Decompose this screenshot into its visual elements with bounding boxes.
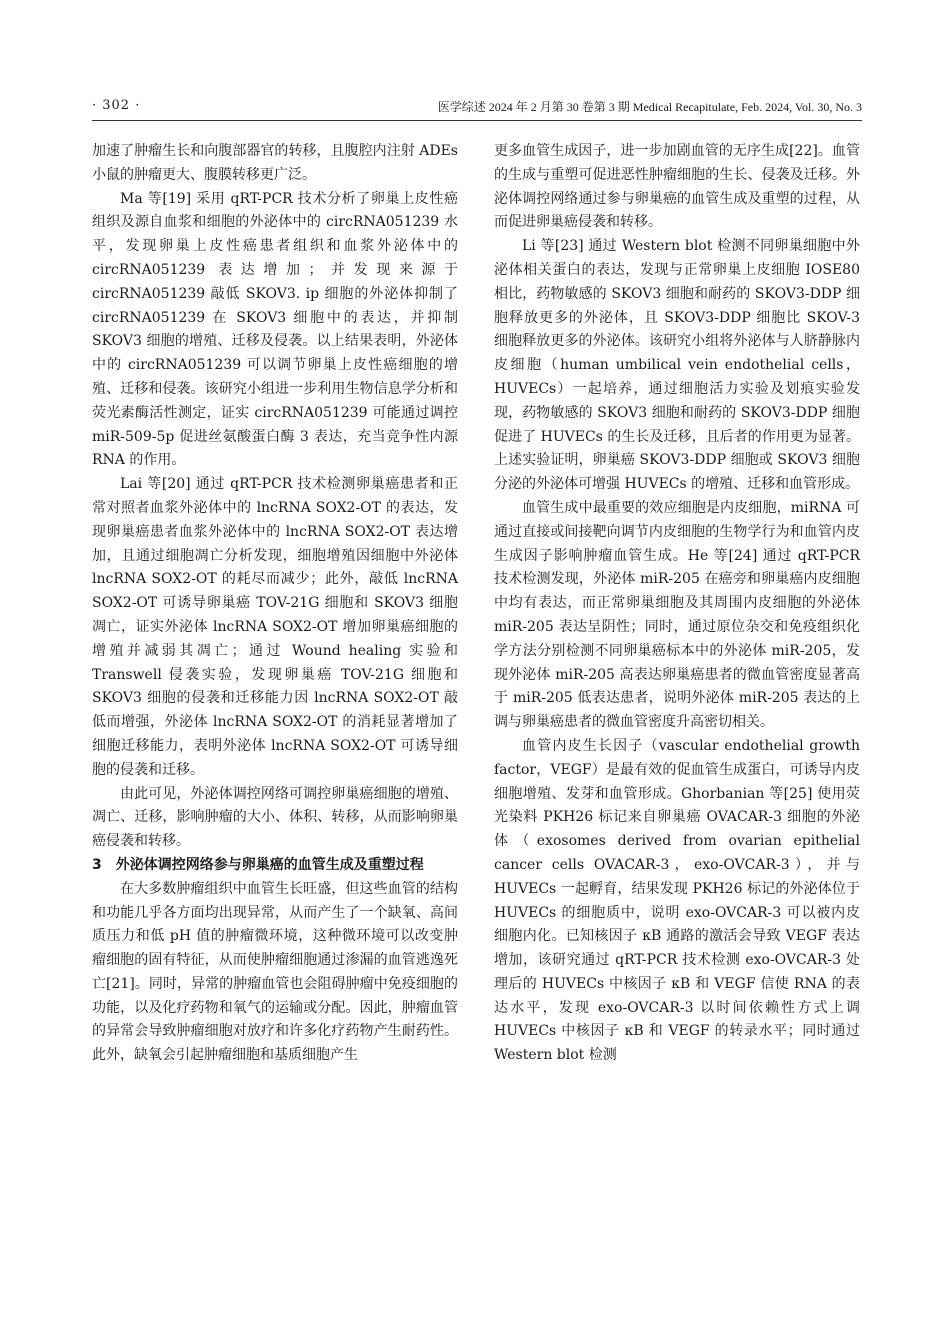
page-number: · 302 ·: [92, 98, 141, 113]
journal-citation: 医学综述 2024 年 2 月第 30 卷第 3 期 Medical Recapitulate, Feb. 2024, Vol. 30, No. 3: [437, 100, 862, 114]
paragraph: 在大多数肿瘤组织中血管生长旺盛，但这些血管的结构和功能几乎各方面均出现异常，从而产生了一个缺氧、高间质压力和低 pH 值的肿瘤微环境，这种微环境可以改变肿瘤细胞的固有特征，从而使肿瘤细胞通过渗漏的血管逃逸死亡[21]。同时，异常的肿瘤血管也会阻碍肿瘤中免疫细胞的功能，以及化疗药物和氧气的运输或分配。因此，肿瘤血管的异常会导致肿瘤细胞对放疗和许多化疗药物产生耐药性。此外，缺氧会引起肿瘤细胞和基质细胞产生: [92, 880, 458, 1064]
running-header: [92, 98, 862, 121]
paragraph: 由此可见，外泌体调控网络可调控卵巢癌细胞的增殖、凋亡、迁移，影响肿瘤的大小、体积、转移，从而影响卵巢癌侵袭和转移。: [92, 785, 458, 850]
paragraph: 血管内皮生长因子（vascular endothelial growth factor，VEGF）是最有效的促血管生成蛋白，可诱导内皮细胞增殖、发芽和血管形成。Ghorbanian 等[25] 使用荧光染料 PKH26 标记来自卵巢癌 OVACAR-3 细胞的外泌体（exosomes derived from ovarian epithelial cancer cells OVACAR-3，exo-OVCAR-3），并与 HUVECs 一起孵育，结果发现 PKH26 标记的外泌体位于 HUVECs 的细胞质中，说明 exo-OVCAR-3 可以被内皮细胞内化。已知核因子 κB 通路的激活会导致 VEGF 表达增加，该研究通过 qRT-PCR 技术检测 exo-OVCAR-3 处理后的 HUVECs 中核因子 κB 和 VEGF 信使 RNA 的表达水平，发现 exo-OVCAR-3 以时间依赖性方式上调 HUVECs 中核因子 κB 和 VEGF 的转录水平；同时通过 Western blot 检测: [494, 737, 860, 1064]
paragraph: Li 等[23] 通过 Western blot 检测不同卵巢细胞中外泌体相关蛋白的表达，发现与正常卵巢上皮细胞 IOSE80 相比，药物敏感的 SKOV3 细胞和耐药的 SKOV3-DDP 细胞释放更多的外泌体，且 SKOV3-DDP 细胞比 SKOV-3 细胞释放更多的外泌体。该研究小组将外泌体与人脐静脉内皮细胞（human umbilical vein endothelial cells，HUVECs）一起培养，通过细胞活力实验及划痕实验发现，药物敏感的 SKOV3 细胞和耐药的 SKOV3-DDP 细胞促进了 HUVECs 的生长及迁移，且后者的作用更为显著。上述实验证明，卵巢癌 SKOV3-DDP 细胞或 SKOV3 细胞分泌的外泌体可增强 HUVECs 的增殖、迁移和血管形成。: [494, 238, 860, 493]
paragraph: Lai 等[20] 通过 qRT-PCR 技术检测卵巢癌患者和正常对照者血浆外泌体中的 lncRNA SOX2-OT 的表达，发现卵巢癌患者血浆外泌体中的 lncRNA SOX2-OT 表达增加，且通过细胞凋亡分析发现，细胞增殖因细胞中外泌体 lncRNA SOX2-OT 的耗尽而减少；此外，敲低 lncRNA SOX2-OT 可诱导卵巢癌 TOV-21G 细胞和 SKOV3 细胞凋亡，证实外泌体 lncRNA SOX2-OT 增加卵巢癌细胞的增殖并减弱其凋亡；通过 Wound healing 实验和 Transwell 侵袭实验，发现卵巢癌 TOV-21G 细胞和 SKOV3 细胞的侵袭和迁移能力因 lncRNA SOX2-OT 敲低而增强，外泌体 lncRNA SOX2-OT 的消耗显著增加了细胞迁移能力，表明外泌体 lncRNA SOX2-OT 可诱导细胞的侵袭和迁移。: [92, 476, 458, 778]
paragraph: 更多血管生成因子，进一步加剧血管的无序生成[22]。血管的生成与重塑可促进恶性肿瘤细胞的生长、侵袭及迁移。外泌体调控网络通过参与卵巢癌的血管生成及重塑的过程，从而促进卵巢癌侵袭和转移。: [494, 143, 860, 231]
paragraph: Ma 等[19] 采用 qRT-PCR 技术分析了卵巢上皮性癌组织及源自血浆和细胞的外泌体中的 circRNA051239 水平，发现卵巢上皮性癌患者组织和血浆外泌体中的 circRNA051239 表达增加；并发现来源于 circRNA051239 敲低 SKOV3. ip 细胞的外泌体抑制了 circRNA051239 在 SKOV3 细胞中的表达，并抑制 SKOV3 细胞的增殖、迁移及侵袭。以上结果表明，外泌体中的 circRNA051239 可以调节卵巢上皮性癌细胞的增殖、迁移和侵袭。该研究小组进一步利用生物信息学分析和荧光素酶活性测定，证实 circRNA051239 可能通过调控 miR-509-5p 促进丝氨酸蛋白酶 3 表达，充当竞争性内源 RNA 的作用。: [92, 190, 458, 469]
section-heading: 3 外泌体调控网络参与卵巢癌的血管生成及重塑过程: [92, 856, 424, 873]
right-column: [494, 140, 860, 1068]
paragraph: 加速了肿瘤生长和向腹部器官的转移，且腹腔内注射 ADEs 小鼠的肿瘤更大、腹膜转移更广泛。: [92, 143, 458, 183]
paragraph: 血管生成中最重要的效应细胞是内皮细胞，miRNA 可通过直接或间接靶向调节内皮细胞的生物学行为和血管内皮生成因子影响肿瘤血管生成。He 等[24] 通过 qRT-PCR 技术检测发现，外泌体 miR-205 在癌旁和卵巢癌内皮细胞中均有表达，而正常卵巢细胞及其周围内皮细胞的外泌体 miR-205 表达呈阴性；同时，通过原位杂交和免疫组织化学方法分别检测不同卵巢癌标本中的外泌体 miR-205，发现外泌体 miR-205 高表达卵巢癌患者的微血管密度显著高于 miR-205 低表达患者，说明外泌体 miR-205 表达的上调与卵巢癌患者的微血管密度升高密切相关。: [494, 499, 860, 731]
left-column: [92, 140, 458, 1068]
